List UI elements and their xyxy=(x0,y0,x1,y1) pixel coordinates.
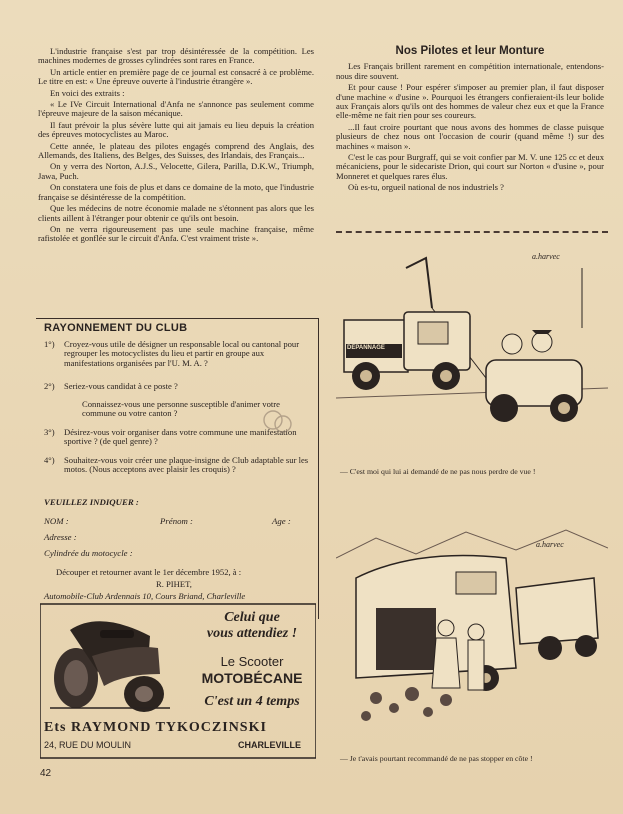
question-text: Souhaitez-vous voir créer une plaque-insigne de Club adaptable sur les motos. (Nous acceptons avec plaisir les croquis) ? xyxy=(64,455,309,475)
artist-signature: a.harvec xyxy=(532,252,560,261)
ad-slogan-1: Celui que xyxy=(224,610,280,625)
left-paragraph: L'industrie française s'est par trop désintéressée de la compétition. Les machines modernes de grosses cylindrées sont rares en France. xyxy=(38,46,314,66)
question-number: 1°) xyxy=(44,339,55,349)
truck-sign: DÉPANNAGE xyxy=(347,345,385,351)
question-text: Croyez-vous utile de désigner un responsable local ou cantonal pour regrouper les motocyclistes du lieu et partir en groupe aux manifestations organisées par l'U. M. A. ? xyxy=(64,339,300,368)
question-number: 2°) xyxy=(44,381,55,391)
ad-slogan-2: vous attendiez ! xyxy=(206,626,298,641)
left-paragraph: Il faut prévoir la plus sévère lutte qui ait jamais eu lieu depuis la création des épreuves motocyclistes au Maroc. xyxy=(38,119,314,140)
form-field-prenom: Prénom : xyxy=(160,516,193,526)
cartoon-caption: — Je t'avais pourtant recommandé de ne pas stopper en côte ! xyxy=(340,754,533,763)
left-paragraph: On constatera une fois de plus et dans ce domaine de la moto, que l'industrie française se désintéresse de la compétition. xyxy=(38,182,314,202)
left-paragraph: On ne verra rigoureusement pas une seule machine française, même rafistolée et gonflée sur le circuit d'Anfa. C'est vraiment triste ». xyxy=(38,223,314,244)
form-field-adresse: Adresse : xyxy=(44,532,77,542)
right-paragraph: C'est le cas pour Burgraff, qui se voit confier par M. V. une 125 cc et deux mécaniciens, pour le sidecariste Drion, qui court sur Norton « d'usine », pour Monneret et quelques rares élus. xyxy=(336,152,604,181)
question-number: 3°) xyxy=(44,427,55,437)
left-paragraph: Un article entier en première page de ce journal est consacré à ce problème. Le titre en est: « Une épreuve ouverte à l'industrie étrangère ». xyxy=(38,66,314,87)
question-text: Désirez-vous voir organiser dans votre commune une manifestation sportive ? (de quel genre) ? xyxy=(64,427,297,447)
page-number: 42 xyxy=(40,768,52,779)
ad-brand: MOTOBÉCANE xyxy=(201,670,303,686)
right-paragraph: Les Français brillent rarement en compétition internationale, entendons-nous dire souvent. xyxy=(336,61,604,81)
club-question xyxy=(44,456,312,475)
question-text: Connaissez-vous une personne susceptible d'animer votre commune ou votre canton ? xyxy=(82,399,280,419)
form-field-age: Age : xyxy=(272,516,291,526)
left-article xyxy=(38,47,314,246)
cutout-instruction: Découper et retourner avant le 1er décembre 1952, à : xyxy=(56,567,242,577)
right-paragraph: Et pour cause ! Pour espérer s'imposer au premier plan, il faut disposer d'une machine « d'usine ». Pourquoi les étrangers confieraient-ils leur bolide aux Français alors qu'ils ont des hommes de valeur chez eux et que la France elle-même ne fait rien pour ses coureurs. xyxy=(336,82,604,121)
club-question xyxy=(44,340,312,368)
club-title: RAYONNEMENT DU CLUB xyxy=(44,322,188,334)
right-article xyxy=(336,47,604,195)
artist-signature: a.harvec xyxy=(536,540,564,549)
form-heading: VEUILLEZ INDIQUER : xyxy=(44,497,139,507)
left-paragraph: Cette année, le plateau des pilotes engagés comprend des Anglais, des Allemands, des Italiens, des Belges, des Suisses, des Irlandais, des Français... xyxy=(38,140,314,161)
question-number: 4°) xyxy=(44,455,55,465)
scooter-advertisement xyxy=(40,590,316,760)
recipient-address: Automobile-Club Ardennais 10, Cours Briand, Charleville xyxy=(44,591,246,601)
ad-slogan-3: C'est un 4 temps xyxy=(204,694,300,709)
section-divider xyxy=(336,231,608,233)
right-paragraph: ...Il faut croire pourtant que nous avons des hommes de classe puisque plusieurs de chez nous ont l'occasion de courir (quand même !) sur des machines « maison ». xyxy=(336,121,604,151)
question-text: Seriez-vous candidat à ce poste ? xyxy=(64,381,178,391)
left-paragraph: « Le IVe Circuit International d'Anfa ne s'annonce pas seulement comme l'épreuve majeure de la saison mécanique. xyxy=(38,99,314,119)
left-paragraph: En voici des extraits : xyxy=(50,87,125,98)
faded-stamp-mark xyxy=(259,408,295,436)
cartoon-caption: — C'est moi qui lui ai demandé de ne pas nous perdre de vue ! xyxy=(340,467,536,476)
club-question xyxy=(44,382,312,391)
right-paragraph: Où es-tu, orgueil national de nos industriels ? xyxy=(348,182,504,193)
form-field-nom: NOM : xyxy=(44,516,69,526)
right-article-title: Nos Pilotes et leur Monture xyxy=(395,45,545,57)
caravan-cartoon xyxy=(336,518,608,754)
left-paragraph: Que les médecins de notre économie malade ne s'étonnent pas alors que les clients aillent à l'étranger pour obtenir ce qu'ils ont besoin. xyxy=(38,203,314,223)
ad-product-line: Le Scooter xyxy=(220,654,284,669)
ad-street: 24, RUE DU MOULIN xyxy=(44,740,132,750)
recipient-name: R. PIHET, xyxy=(156,579,192,589)
ad-dealer-name: Ets RAYMOND TYKOCZINSKI xyxy=(44,720,267,735)
form-field-cylindree: Cylindrée du motocycle : xyxy=(44,548,133,558)
left-paragraph: On y verra des Norton, A.J.S., Velocette, Gilera, Parilla, D.K.W., Triumph, Jawa, Puch. xyxy=(38,161,314,181)
ad-city: CHARLEVILLE xyxy=(238,740,301,750)
tow-truck-cartoon xyxy=(336,248,608,456)
